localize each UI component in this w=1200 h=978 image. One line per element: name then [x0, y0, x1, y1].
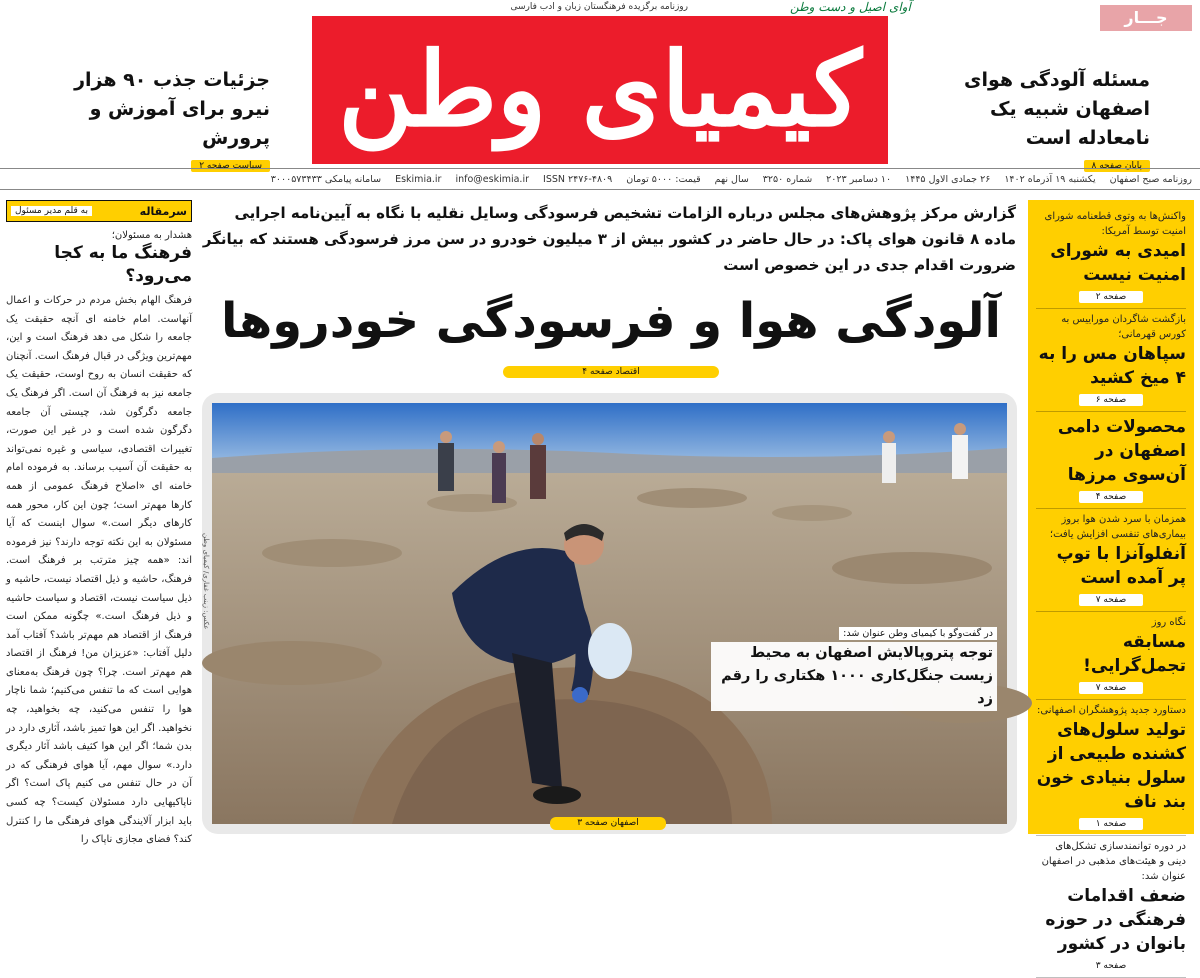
headline-title: تولید سلول‌های کشنده طبیعی از سلول بنیادی خون بند ناف: [1036, 720, 1186, 812]
masthead-tagline: روزنامه برگزیده فرهنگستان زبان و ادب فارسی: [510, 2, 688, 12]
headline-title: مسابقه تجمل‌گرایی!: [1083, 632, 1186, 676]
lead-headline[interactable]: آلودگی هوا و فرسودگی خودروها: [221, 293, 1001, 349]
photo-caption-kicker: در گفت‌وگو با کیمیای وطن عنوان شد:: [839, 627, 997, 640]
lead-subtitle: گزارش مرکز پژوهش‌های مجلس درباره الزامات تشخیص فرسودگی وسایل نقلیه با نگاه به آیین‌نامه اجرایی ماده ۸ قانون هوای پاک: در حال حاضر در کشور بیش از ۳ میلیون خودرو در سن مرز فرسودگی هستند که بیانگر ضرورت اقدام جدی در این خصوص است: [202, 204, 1016, 274]
headline-item[interactable]: [1036, 836, 1186, 978]
date-gregorian: ۱۰ دسامبر ۲۰۲۳: [826, 173, 892, 185]
editorial-title[interactable]: فرهنگ ما به کجا می‌رود؟: [54, 243, 192, 286]
lead-photo[interactable]: [202, 393, 1017, 834]
lead-page-tag: اقتصاد صفحه ۴: [503, 366, 719, 378]
website-link[interactable]: Eskimia.ir: [395, 173, 442, 185]
headline-item[interactable]: [1036, 412, 1186, 509]
logo-text: کیمیای وطن: [338, 30, 862, 150]
headline-page-tag: صفحه ۴: [1079, 491, 1143, 503]
headline-title: امیدی به شورای امنیت نیست: [1050, 241, 1186, 285]
headline-item[interactable]: [1036, 309, 1186, 412]
headline-title: آنفلوآنزا با توپ پر آمده است: [1056, 544, 1186, 588]
publication-year: سال نهم: [714, 173, 749, 185]
headline-page-tag: صفحه ۷: [1079, 594, 1143, 606]
headline-page-tag: صفحه ۲: [1079, 291, 1143, 303]
editorial-section-label: سرمقاله: [139, 204, 187, 218]
headline-page-tag: صفحه ۶: [1079, 394, 1143, 406]
teaser-left-title: جزئیات جذب ۹۰ هزار نیرو برای آموزش و پرورش: [74, 69, 270, 149]
email-link[interactable]: info@eskimia.ir: [455, 173, 530, 185]
masthead: [0, 0, 1200, 171]
headline-item[interactable]: [1036, 700, 1186, 836]
issue-number: شماره ۳۲۵۰: [762, 173, 813, 185]
teaser-right[interactable]: [920, 66, 1150, 172]
date-persian: یکشنبه ۱۹ آذرماه ۱۴۰۲: [1004, 173, 1096, 185]
headline-kicker: در دوره توانمندسازی تشکل‌های دینی و هیئت‌های مذهبی در اصفهان عنوان شد:: [1041, 841, 1186, 882]
headline-item[interactable]: [1036, 612, 1186, 700]
teaser-right-title: مسئله آلودگی هوای اصفهان شبیه یک نامعادله است: [964, 69, 1150, 149]
paper-name: روزنامه صبح اصفهان: [1109, 173, 1192, 185]
lead-story: [200, 200, 1022, 378]
editorial-kicker: هشدار به مسئولان؛: [111, 230, 192, 241]
headline-title: محصولات دامی اصفهان در آن‌سوی مرزها: [1057, 417, 1186, 485]
issue-info-bar: [0, 168, 1200, 190]
headline-kicker: دستاورد جدید پژوهشگران اصفهانی:: [1037, 705, 1186, 716]
issn: ISSN ۲۴۷۶-۴۸۰۹: [543, 173, 613, 185]
teaser-left[interactable]: [40, 66, 270, 172]
masthead-motto: آوای اصیل و دست وطن: [790, 0, 911, 14]
headline-title: ضعف اقدامات فرهنگی در حوزه بانوان در کشور: [1045, 886, 1186, 954]
headline-kicker: واکنش‌ها به وتوی قطعنامه شورای امنیت توسط آمریکا:: [1044, 211, 1186, 237]
headline-item[interactable]: [1036, 206, 1186, 309]
tree-planting-photo: [212, 403, 1007, 824]
price: قیمت: ۵۰۰۰ تومان: [626, 173, 701, 185]
editorial-byline: به قلم مدیر مسئول: [11, 206, 92, 216]
photo-caption[interactable]: [711, 621, 997, 711]
headline-title: سپاهان مس را به ۴ میخ کشید: [1038, 344, 1186, 388]
teaser-right-page-tag: پایان صفحه ۸: [1084, 160, 1151, 172]
headline-kicker: نگاه روز: [1151, 617, 1186, 628]
headline-page-tag: صفحه ۳: [1079, 960, 1143, 972]
editorial-body: فرهنگ الهام بخش مردم در حرکات و اعمال آنهاست. امام خامنه ای آنچه حقیقت یک جامعه را شکل می دهد فرهنگ است و این، مهم‌ترین ویژگی در قبال فرهنگ است. آنچنان که حقیقت انسان به روح اوست، حقیقت یک جامعه نیز به فرهنگ آن است. اگر فرهنگ یک جامعه دگرگون شد، چیستی آن جامعه دگرگون شده است و در غیر این صورت، تغییرات اقتصادی، سیاسی و غیره نمی‌تواند به حقیقت آن آسیب برساند. به فرموده امام خامنه ای «اصلاح فرهنگ عمومی از همه کارها مهم‌تر است؛ چون این کار، محور همه کارهای دیگر است.» سوال اینست که آیا مسئولان به این نکته توجه دارند؟ نیز فرموده اند: «همه چیز مترتب بر فرهنگ است. فرهنگ، حاشیه و ذیل اقتصاد نیست، حاشیه و ذیل سیاست نیست، اقتصاد و سیاست حاشیه و ذیل فرهنگ است.» چگونه ممکن است فرهنگ از اقتصاد هم مهم‌تر باشد؟ آفتاب آمد دلیل آفتاب: «عزیزان من! فرهنگ از اقتصاد هم مهم‌تر است. چرا؟ چون فرهنگ به‌معنای هوایی است که ما تنفس می‌کنیم؛ شما ناچار هوا را تنفس می‌کنید، چه بخواهید، چه نخواهید. اگر این هوا تمیز باشد، آثاری دارد در بدن شما؛ اگر این هوا کثیف باشد آثار دیگری دارد.» سوال مهم، آیا هوای فرهنگی که در آن در حال تنفس می کنیم پاک است؟ اگر ناپاکیهایی دارد مسئولان کیست؟ چه کسی باید ابزار آلایندگی هوای فرهنگی ما را کنترل کند؟ فضای مجازی ناپاک را: [6, 295, 192, 846]
headline-kicker: همزمان با سرد شدن هوا بروز بیماری‌های تنفسی افزایش یافت؛: [1049, 514, 1186, 540]
editorial-column: [6, 200, 192, 846]
photo-page-tag: اصفهان صفحه ۳: [550, 817, 666, 830]
headline-kicker: بازگشت شاگردان موراییس به کورس قهرمانی؛: [1061, 314, 1186, 340]
date-hijri: ۲۶ جمادی الاول ۱۴۴۵: [905, 173, 991, 185]
jar-badge[interactable]: جـــار: [1100, 5, 1192, 31]
newspaper-logo[interactable]: [312, 16, 888, 164]
headline-item[interactable]: [1036, 509, 1186, 612]
sms-number: سامانه پیامکی ۳۰۰۰۵۷۳۴۳۳: [270, 173, 382, 185]
headline-column: [1028, 200, 1194, 971]
teaser-left-page-tag: سیاست صفحه ۲: [191, 160, 270, 172]
headline-page-tag: صفحه ۱: [1079, 818, 1143, 830]
photo-credit: عکس: زینب غفاری/ کیمیای وطن: [202, 533, 210, 630]
headline-page-tag: صفحه ۷: [1079, 682, 1143, 694]
editorial-header: [6, 200, 192, 222]
photo-caption-title: توجه پتروپالایش اصفهان به محیط زیست جنگل‌کاری ۱۰۰۰ هکتاری را رقم زد: [711, 642, 997, 711]
